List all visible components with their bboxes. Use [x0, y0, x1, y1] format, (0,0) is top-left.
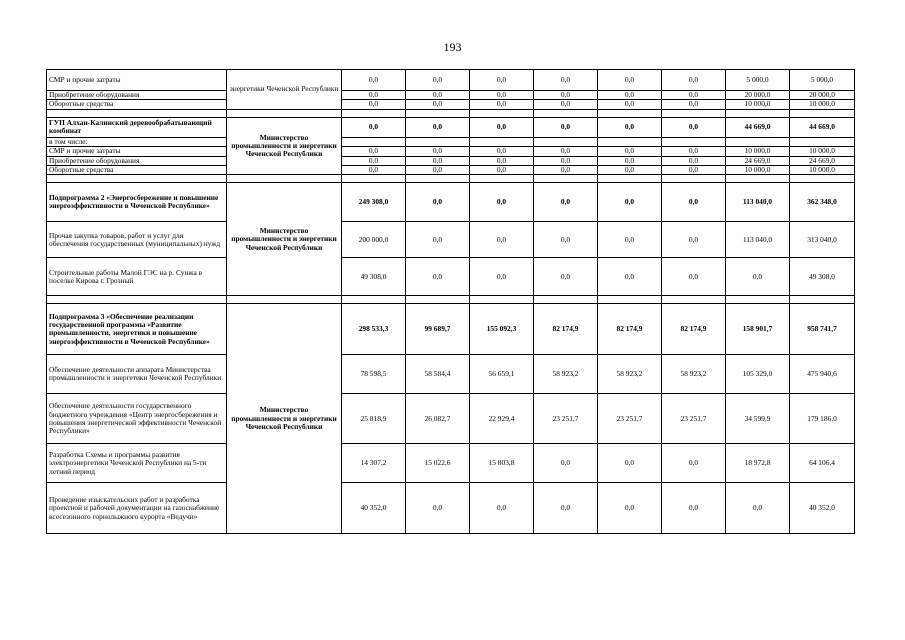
empty-cell	[726, 175, 790, 183]
year-value-cell: 0,0	[534, 147, 598, 156]
item-name-cell: Приобретение оборудования	[47, 156, 227, 165]
year-value-cell: 0,0	[598, 117, 662, 137]
empty-cell	[227, 175, 342, 183]
year-value-cell	[406, 137, 470, 146]
total-value-cell: 49 308,0	[790, 258, 855, 296]
year-value-cell: 298 533,3	[342, 304, 406, 355]
empty-cell	[662, 175, 726, 183]
year-value-cell: 0,0	[342, 166, 406, 175]
year-value-cell: 0,0	[406, 222, 470, 258]
responsible-executor-cell: Министерство промышленности и энергетики Чеченской Республики	[227, 117, 342, 175]
table-row	[47, 222, 855, 258]
year-value-cell: 0,0	[534, 258, 598, 296]
year-value-cell: 0,0	[662, 117, 726, 137]
total-value-cell	[790, 137, 855, 146]
year-value-cell: 0,0	[342, 117, 406, 137]
year-value-cell: 0,0	[406, 100, 470, 109]
year-value-cell: 58 923,2	[534, 355, 598, 394]
year-value-cell: 0,0	[662, 147, 726, 156]
item-name-cell: ГУП Алхан-Калинский деревообрабатывающий комбинат	[47, 117, 227, 137]
item-name-cell: Подпрограмма 2 «Энергосбережение и повышение энергоэффективности в Чеченской Республике»	[47, 183, 227, 222]
total-value-cell: 20 000,0	[790, 91, 855, 100]
empty-cell	[47, 109, 227, 117]
item-name-cell: Обеспечение деятельности аппарата Министерства промышленности и энергетики Чеченской Республики	[47, 355, 227, 394]
table-row	[47, 304, 855, 355]
year-value-cell: 0,0	[470, 483, 534, 534]
year-value-cell: 0,0	[534, 483, 598, 534]
table-row	[47, 483, 855, 534]
table-row	[47, 444, 855, 483]
year-value-cell: 23 251,7	[534, 394, 598, 444]
table-row	[47, 137, 855, 146]
empty-cell	[726, 296, 790, 304]
year-value-cell: 0,0	[662, 166, 726, 175]
year-value-cell: 56 659,1	[470, 355, 534, 394]
year-value-cell: 10 000,0	[726, 166, 790, 175]
year-value-cell: 0,0	[534, 100, 598, 109]
year-value-cell: 0,0	[406, 147, 470, 156]
empty-cell	[534, 109, 598, 117]
year-value-cell: 10 000,0	[726, 100, 790, 109]
item-name-cell: в том числе:	[47, 137, 227, 146]
budget-table	[46, 69, 855, 534]
year-value-cell: 0,0	[534, 70, 598, 91]
empty-cell	[470, 109, 534, 117]
year-value-cell: 78 598,5	[342, 355, 406, 394]
empty-cell	[227, 109, 342, 117]
year-value-cell: 0,0	[662, 258, 726, 296]
year-value-cell: 0,0	[534, 183, 598, 222]
total-value-cell: 10 000,0	[790, 166, 855, 175]
total-value-cell: 10 000,0	[790, 147, 855, 156]
empty-cell	[790, 296, 855, 304]
year-value-cell: 44 669,0	[726, 117, 790, 137]
year-value-cell: 0,0	[726, 258, 790, 296]
year-value-cell: 0,0	[598, 147, 662, 156]
year-value-cell: 0,0	[534, 156, 598, 165]
responsible-executor-cell: Министерство промышленности и энергетики Чеченской Республики	[227, 183, 342, 296]
year-value-cell: 0,0	[598, 444, 662, 483]
empty-cell	[342, 296, 406, 304]
year-value-cell: 0,0	[406, 117, 470, 137]
year-value-cell: 0,0	[470, 70, 534, 91]
year-value-cell: 0,0	[662, 156, 726, 165]
year-value-cell: 23 251,7	[662, 394, 726, 444]
year-value-cell: 0,0	[726, 483, 790, 534]
year-value-cell: 0,0	[406, 91, 470, 100]
year-value-cell: 0,0	[406, 70, 470, 91]
year-value-cell	[534, 137, 598, 146]
year-value-cell	[662, 137, 726, 146]
year-value-cell	[470, 137, 534, 146]
year-value-cell: 113 040,0	[726, 183, 790, 222]
empty-cell	[47, 296, 227, 304]
empty-cell	[227, 296, 342, 304]
total-value-cell: 958 741,7	[790, 304, 855, 355]
total-value-cell: 5 000,0	[790, 70, 855, 91]
empty-cell	[470, 175, 534, 183]
item-name-cell: Разработка Схемы и программы развития электроэнергетики Чеченской Республики на 5-ти летний период	[47, 444, 227, 483]
empty-cell	[406, 175, 470, 183]
year-value-cell: 10 000,0	[726, 147, 790, 156]
year-value-cell: 0,0	[534, 444, 598, 483]
year-value-cell: 0,0	[470, 100, 534, 109]
separator-row	[47, 109, 855, 117]
year-value-cell: 58 923,2	[662, 355, 726, 394]
year-value-cell: 0,0	[662, 100, 726, 109]
table-row	[47, 70, 855, 91]
item-name-cell: Строительные работы Малой ГЭС на р. Сунжа в поселке Кирова г. Грозный	[47, 258, 227, 296]
year-value-cell: 0,0	[534, 222, 598, 258]
year-value-cell: 15 803,8	[470, 444, 534, 483]
year-value-cell: 0,0	[662, 183, 726, 222]
year-value-cell: 0,0	[662, 222, 726, 258]
year-value-cell: 0,0	[406, 258, 470, 296]
item-name-cell: СМР и прочие затраты	[47, 147, 227, 156]
responsible-executor-cell: Министерство промышленности и энергетики Чеченской Республики	[227, 304, 342, 534]
empty-cell	[342, 109, 406, 117]
table-row	[47, 166, 855, 175]
year-value-cell: 249 308,0	[342, 183, 406, 222]
year-value-cell: 0,0	[342, 156, 406, 165]
table-row	[47, 100, 855, 109]
year-value-cell: 22 929,4	[470, 394, 534, 444]
year-value-cell: 18 972,8	[726, 444, 790, 483]
year-value-cell: 0,0	[598, 166, 662, 175]
table-row	[47, 117, 855, 137]
year-value-cell: 25 818,9	[342, 394, 406, 444]
year-value-cell: 0,0	[406, 166, 470, 175]
item-name-cell: Оборотные средства	[47, 100, 227, 109]
item-name-cell: Оборотные средства	[47, 166, 227, 175]
separator-row	[47, 296, 855, 304]
empty-cell	[598, 109, 662, 117]
empty-cell	[406, 296, 470, 304]
empty-cell	[47, 175, 227, 183]
table-row	[47, 183, 855, 222]
item-name-cell: Прочая закупка товаров, работ и услуг для обеспечения государственных (муниципальных) нужд	[47, 222, 227, 258]
year-value-cell	[342, 137, 406, 146]
year-value-cell: 58 584,4	[406, 355, 470, 394]
year-value-cell: 0,0	[534, 166, 598, 175]
year-value-cell: 0,0	[598, 156, 662, 165]
year-value-cell: 0,0	[662, 70, 726, 91]
year-value-cell: 0,0	[342, 100, 406, 109]
item-name-cell: Приобретение оборудования	[47, 91, 227, 100]
year-value-cell: 82 174,9	[534, 304, 598, 355]
year-value-cell: 0,0	[534, 117, 598, 137]
empty-cell	[406, 109, 470, 117]
empty-cell	[726, 109, 790, 117]
year-value-cell: 0,0	[470, 156, 534, 165]
total-value-cell: 313 040,0	[790, 222, 855, 258]
year-value-cell: 0,0	[598, 483, 662, 534]
year-value-cell: 5 000,0	[726, 70, 790, 91]
table-row	[47, 258, 855, 296]
year-value-cell: 0,0	[470, 117, 534, 137]
year-value-cell: 24 669,0	[726, 156, 790, 165]
empty-cell	[790, 175, 855, 183]
year-value-cell: 34 599,9	[726, 394, 790, 444]
total-value-cell: 10 000,0	[790, 100, 855, 109]
year-value-cell: 14 307,2	[342, 444, 406, 483]
page-number: 193	[443, 40, 462, 54]
year-value-cell: 0,0	[342, 91, 406, 100]
table-row	[47, 394, 855, 444]
year-value-cell: 0,0	[598, 70, 662, 91]
total-value-cell: 24 669,0	[790, 156, 855, 165]
empty-cell	[342, 175, 406, 183]
year-value-cell: 23 251,7	[598, 394, 662, 444]
year-value-cell: 0,0	[598, 91, 662, 100]
item-name-cell: Проведение изыскательских работ и разработка проектной и рабочей документации на газоснабжение всесезонного горнолыжного курорта «Ведучи»	[47, 483, 227, 534]
year-value-cell: 155 092,3	[470, 304, 534, 355]
year-value-cell: 15 022,6	[406, 444, 470, 483]
year-value-cell: 0,0	[598, 183, 662, 222]
total-value-cell: 64 106,4	[790, 444, 855, 483]
total-value-cell: 44 669,0	[790, 117, 855, 137]
year-value-cell: 82 174,9	[598, 304, 662, 355]
item-name-cell: СМР и прочие затраты	[47, 70, 227, 91]
empty-cell	[534, 175, 598, 183]
table-row	[47, 91, 855, 100]
year-value-cell: 200 000,0	[342, 222, 406, 258]
year-value-cell: 0,0	[342, 147, 406, 156]
empty-cell	[534, 296, 598, 304]
year-value-cell: 58 923,2	[598, 355, 662, 394]
year-value-cell	[598, 137, 662, 146]
total-value-cell: 40 352,0	[790, 483, 855, 534]
year-value-cell: 113 040,0	[726, 222, 790, 258]
table-row	[47, 147, 855, 156]
year-value-cell: 0,0	[598, 100, 662, 109]
year-value-cell: 0,0	[662, 483, 726, 534]
empty-cell	[790, 109, 855, 117]
year-value-cell: 20 000,0	[726, 91, 790, 100]
year-value-cell: 82 174,9	[662, 304, 726, 355]
year-value-cell	[726, 137, 790, 146]
empty-cell	[470, 296, 534, 304]
year-value-cell: 99 689,7	[406, 304, 470, 355]
table-row	[47, 355, 855, 394]
empty-cell	[662, 109, 726, 117]
year-value-cell: 0,0	[406, 156, 470, 165]
year-value-cell: 0,0	[470, 222, 534, 258]
year-value-cell: 0,0	[470, 147, 534, 156]
item-name-cell: Подпрограмма 3 «Обеспечение реализации государственной программы «Развитие промышленности, энергетики и повышение энергоэффективности в Чеченской Республике»	[47, 304, 227, 355]
year-value-cell: 0,0	[662, 444, 726, 483]
year-value-cell: 40 352,0	[342, 483, 406, 534]
year-value-cell: 0,0	[406, 483, 470, 534]
year-value-cell: 0,0	[598, 222, 662, 258]
year-value-cell: 158 901,7	[726, 304, 790, 355]
table-row	[47, 156, 855, 165]
total-value-cell: 179 186,0	[790, 394, 855, 444]
item-name-cell: Обеспечение деятельности государственного бюджетного учреждения «Центр энергосбережения и повышения энергетической эффективности Чеченской Республики»	[47, 394, 227, 444]
year-value-cell: 0,0	[470, 166, 534, 175]
year-value-cell: 0,0	[598, 258, 662, 296]
year-value-cell: 0,0	[342, 70, 406, 91]
year-value-cell: 0,0	[662, 91, 726, 100]
total-value-cell: 475 940,6	[790, 355, 855, 394]
empty-cell	[662, 296, 726, 304]
year-value-cell: 105 329,0	[726, 355, 790, 394]
empty-cell	[598, 296, 662, 304]
year-value-cell: 49 308,0	[342, 258, 406, 296]
empty-cell	[598, 175, 662, 183]
year-value-cell: 0,0	[470, 91, 534, 100]
year-value-cell: 26 082,7	[406, 394, 470, 444]
separator-row	[47, 175, 855, 183]
responsible-executor-cell: энергетики Чеченской Республики	[227, 70, 342, 110]
year-value-cell: 0,0	[534, 91, 598, 100]
year-value-cell: 0,0	[470, 183, 534, 222]
year-value-cell: 0,0	[406, 183, 470, 222]
year-value-cell: 0,0	[470, 258, 534, 296]
total-value-cell: 362 348,0	[790, 183, 855, 222]
